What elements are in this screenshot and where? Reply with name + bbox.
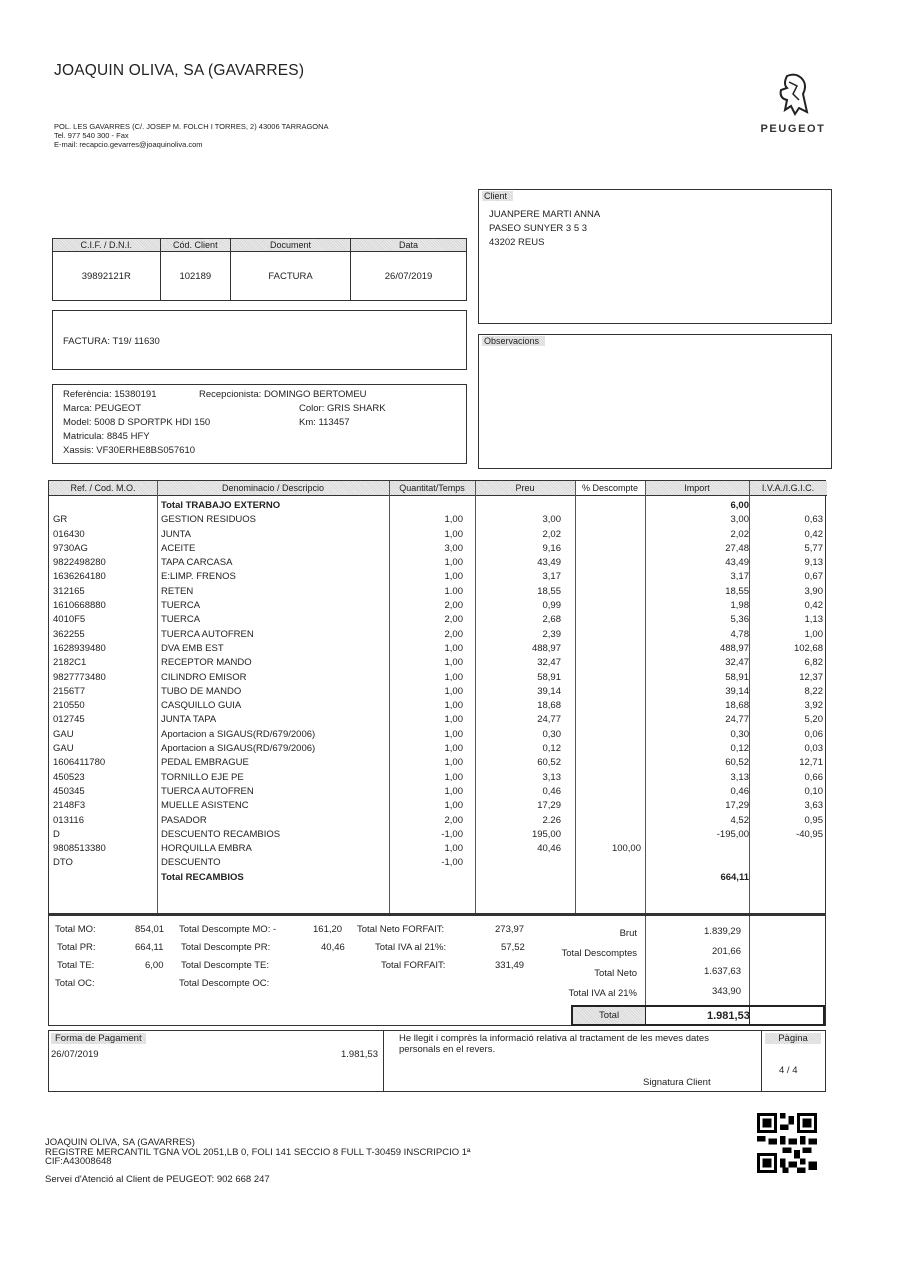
- client-code-value: 102189: [160, 252, 230, 301]
- cell-ref: 012745: [53, 714, 85, 726]
- table-row: [49, 785, 827, 799]
- cell-ref: 016430: [53, 528, 85, 540]
- company-contact: [54, 122, 329, 149]
- vehicle-reference: Referència: 15380191: [63, 389, 157, 400]
- total-pr-label: Total PR:: [57, 942, 96, 953]
- cell-ref: GAU: [53, 728, 74, 740]
- table-row: [49, 856, 827, 870]
- discount-pr-label: Total Descompte PR:: [181, 942, 271, 953]
- table-row: [49, 585, 827, 599]
- cell-quantity: 2,00: [444, 614, 463, 626]
- cell-description: TUERCA: [161, 614, 201, 626]
- cell-quantity: 1,00: [444, 728, 463, 740]
- cell-amount: 3,00: [730, 514, 749, 526]
- client-box: [478, 189, 832, 324]
- cell-ref: 1606411780: [53, 757, 106, 769]
- cif-value: 39892121R: [53, 252, 161, 301]
- brand-name: PEUGEOT: [760, 123, 826, 135]
- footer-service: Servei d'Atenció al Client de PEUGEOT: 902 668 247: [45, 1173, 270, 1185]
- total-vat-value: 343,90: [711, 986, 741, 997]
- table-row: [49, 842, 827, 856]
- cell-quantity: 3,00: [444, 542, 463, 554]
- cell-vat: 0,06: [804, 728, 823, 740]
- cell-quantity: 1,00: [444, 571, 463, 583]
- cell-description: RECEPTOR MANDO: [161, 657, 252, 669]
- cell-quantity: 1,00: [444, 657, 463, 669]
- client-street: PASEO SUNYER 3 5 3: [489, 223, 588, 234]
- cell-amount: 5,36: [730, 614, 749, 626]
- cell-price: 43,49: [537, 557, 561, 569]
- cell-price: 60,52: [537, 757, 561, 769]
- cell-price: 0,30: [542, 728, 561, 740]
- header-date: Data: [351, 239, 467, 252]
- cell-description: TUERCA AUTOFREN: [161, 628, 254, 640]
- table-row: [49, 742, 827, 756]
- cell-description: CILINDRO EMISOR: [161, 671, 247, 683]
- cell-vat: 3,92: [804, 700, 823, 712]
- cell-description: DVA EMB EST: [161, 642, 224, 654]
- table-row: [49, 599, 827, 613]
- table-row: [49, 628, 827, 642]
- cell-ref: 450523: [53, 771, 85, 783]
- cell-quantity: -1,00: [441, 857, 463, 869]
- cell-amount: 58,91: [725, 671, 749, 683]
- col-header-vat: I.V.A./I.G.I.C.: [749, 481, 827, 496]
- cell-description: GESTION RESIDUOS: [161, 514, 257, 526]
- net-total-label: Total Neto: [594, 968, 637, 979]
- cell-vat: 9,13: [804, 557, 823, 569]
- vehicle-color: Color: GRIS SHARK: [299, 403, 386, 414]
- cell-description: TORNILLO EJE PE: [161, 771, 244, 783]
- total-te-label: Total TE:: [57, 960, 95, 971]
- peugeot-lion-icon: [773, 72, 813, 116]
- discount-mo-value: 161,20: [313, 924, 343, 935]
- cell-amount: 6,00: [730, 500, 749, 511]
- cell-quantity: 1,00: [444, 685, 463, 697]
- cell-ref: 210550: [53, 700, 85, 712]
- cell-amount: 2,02: [730, 528, 749, 540]
- cell-vat: 0,10: [804, 785, 823, 797]
- cell-ref: 1636264180: [53, 571, 106, 583]
- cell-vat: 0,42: [804, 528, 823, 540]
- cell-discount: 100,00: [611, 843, 641, 855]
- table-row: [49, 713, 827, 727]
- cell-quantity: 2,00: [444, 600, 463, 612]
- grand-total-value: 1.981,53: [707, 1010, 750, 1022]
- invoice-number: FACTURA: T19/ 11630: [63, 336, 160, 347]
- cell-quantity: 1,00: [444, 843, 463, 855]
- page-number: 4 / 4: [779, 1065, 798, 1076]
- cell-quantity: 1,00: [444, 671, 463, 683]
- table-row: [49, 656, 827, 670]
- cell-amount: 18,55: [725, 585, 749, 597]
- discount-oc-label: Total Descompte OC:: [179, 978, 270, 989]
- cell-quantity: -1,00: [441, 828, 463, 840]
- cell-quantity: 1,00: [444, 800, 463, 812]
- cell-description: E:LIMP. FRENOS: [161, 571, 236, 583]
- total-mo-label: Total MO:: [55, 924, 96, 935]
- cell-price: 3,00: [542, 514, 561, 526]
- cell-amount: 488,97: [719, 642, 749, 654]
- cell-ref: D: [53, 828, 60, 840]
- cell-amount: 3,13: [730, 771, 749, 783]
- payment-label: Forma de Pagament: [51, 1033, 146, 1044]
- client-name: JUANPERE MARTI ANNA: [489, 209, 601, 220]
- totals-section: [48, 914, 826, 1026]
- vehicle-box: [52, 384, 467, 464]
- cell-quantity: 1,00: [444, 642, 463, 654]
- cell-vat: 0,67: [804, 571, 823, 583]
- cell-amount: 664,11: [720, 871, 749, 883]
- cell-ref: 2148F3: [53, 800, 86, 812]
- cell-ref: 2156T7: [53, 685, 86, 697]
- total-discounts-value: 201,66: [711, 946, 741, 957]
- cell-description: TUBO DE MANDO: [161, 685, 242, 697]
- cell-ref: 1610668880: [53, 600, 106, 612]
- cell-vat: 8,22: [804, 685, 823, 697]
- cell-price: 488,97: [531, 642, 561, 654]
- cell-description: MUELLE ASISTENC: [161, 800, 249, 812]
- cell-amount: 24,77: [725, 714, 749, 726]
- vat-forfait-label: Total IVA al 21%:: [375, 942, 447, 953]
- net-total-value: 1.637,63: [704, 966, 741, 977]
- cell-price: 195,00: [531, 828, 561, 840]
- payment-section: [48, 1030, 826, 1092]
- footer: [45, 1138, 471, 1184]
- cell-vat: 0,03: [804, 743, 823, 755]
- cell-description: JUNTA: [161, 528, 191, 540]
- cell-description: Total TRABAJO EXTERNO: [161, 500, 281, 511]
- cell-vat: 0,63: [804, 514, 823, 526]
- footer-registry: REGISTRE MERCANTIL TGNA VOL 2051,LB 0, FOLI 141 SECCIO 8 FULL T-30459 INSCRIPCIO 1ª: [45, 1146, 471, 1158]
- date-value: 26/07/2019: [351, 252, 467, 301]
- cell-amount: 43,49: [725, 557, 749, 569]
- cell-ref: GR: [53, 514, 68, 526]
- net-forfait-label: Total Neto FORFAIT:: [357, 924, 445, 935]
- cell-ref: 2182C1: [53, 657, 87, 669]
- cell-price: 0,12: [542, 743, 561, 755]
- col-header-quantity: Quantitat/Temps: [389, 481, 475, 496]
- cell-description: JUNTA TAPA: [161, 714, 217, 726]
- cell-amount: -195,00: [716, 828, 749, 840]
- cell-ref: 013116: [53, 814, 84, 826]
- cell-price: 17,29: [537, 800, 561, 812]
- header-document: Document: [231, 239, 351, 252]
- cell-quantity: 1,00: [444, 528, 463, 540]
- cell-description: RETEN: [161, 585, 194, 597]
- discount-te-label: Total Descompte TE:: [181, 960, 270, 971]
- payment-amount: 1.981,53: [341, 1049, 378, 1060]
- cell-amount: 17,29: [725, 800, 749, 812]
- cell-ref: 9808513380: [53, 843, 106, 855]
- net-forfait-value: 273,97: [495, 924, 525, 935]
- vehicle-km: Km: 113457: [299, 417, 350, 428]
- table-row: [49, 570, 827, 584]
- cell-description: TUERCA AUTOFREN: [161, 785, 254, 797]
- cell-amount: 0,12: [730, 743, 749, 755]
- col-header-ref: Ref. / Cod. M.O.: [49, 481, 157, 496]
- table-row: [49, 828, 827, 842]
- table-row: [49, 499, 827, 513]
- cell-price: 2.26: [542, 814, 561, 826]
- invoice-number-box: [52, 310, 467, 370]
- cell-vat: -40,95: [796, 828, 823, 840]
- vehicle-plate: Matricula: 8845 HFY: [63, 431, 150, 442]
- table-row: [49, 642, 827, 656]
- signature-label: Signatura Client: [643, 1077, 711, 1088]
- cell-description: Aportacion a SIGAUS(RD/679/2006): [161, 743, 316, 755]
- cell-amount: 39,14: [725, 685, 749, 697]
- cell-price: 3,17: [542, 571, 561, 583]
- client-label: Client: [482, 191, 513, 201]
- table-row: [49, 528, 827, 542]
- cell-ref: 362255: [53, 628, 85, 640]
- qr-code-icon: [757, 1113, 817, 1173]
- total-discounts-label: Total Descomptes: [561, 948, 637, 959]
- cell-ref: 4010F5: [53, 614, 86, 626]
- vehicle-receptionist: Recepcionista: DOMINGO BERTOMEU: [199, 389, 367, 400]
- cell-quantity: 1,00: [444, 514, 463, 526]
- cell-quantity: 1,00: [444, 743, 463, 755]
- table-row: [49, 728, 827, 742]
- grand-total-box: [571, 1005, 825, 1026]
- total-oc-label: Total OC:: [55, 978, 95, 989]
- cell-vat: 6,82: [804, 657, 823, 669]
- table-row: [49, 513, 827, 527]
- payment-date: 26/07/2019: [51, 1049, 99, 1060]
- discount-mo-label: Total Descompte MO: -: [179, 924, 277, 935]
- footer-cif: CIF:A43008648: [45, 1156, 112, 1167]
- cell-quantity: 1,00: [444, 714, 463, 726]
- cell-amount: 0,46: [730, 785, 749, 797]
- table-row: [49, 814, 827, 828]
- cell-price: 58,91: [537, 671, 561, 683]
- vehicle-brand: Marca: PEUGEOT: [63, 403, 142, 414]
- cell-description: CASQUILLO GUIA: [161, 700, 242, 712]
- page-label: Pàgina: [765, 1033, 821, 1044]
- cell-vat: 5,77: [804, 542, 823, 554]
- cell-amount: 3,17: [730, 571, 749, 583]
- vehicle-chassis: Xassis: VF30ERHE8BS057610: [63, 445, 196, 456]
- cell-quantity: 1,00: [444, 757, 463, 769]
- cell-description: PEDAL EMBRAGUE: [161, 757, 249, 769]
- gross-label: Brut: [619, 928, 637, 939]
- table-row: [49, 799, 827, 813]
- table-row: [49, 756, 827, 770]
- cell-vat: 3,63: [804, 800, 823, 812]
- cell-vat: 0,95: [804, 814, 823, 826]
- cell-description: TUERCA: [161, 600, 201, 612]
- gross-value: 1.839,29: [704, 926, 741, 937]
- cell-description: TAPA CARCASA: [161, 557, 233, 569]
- cell-price: 24,77: [537, 714, 561, 726]
- cell-description: Total RECAMBIOS: [161, 871, 244, 883]
- total-te-value: 6,00: [145, 960, 164, 971]
- cell-amount: 60,52: [725, 757, 749, 769]
- cell-quantity: 1,00: [444, 557, 463, 569]
- table-row: [49, 685, 827, 699]
- cell-amount: 27,48: [725, 542, 749, 554]
- cell-price: 32,47: [537, 657, 561, 669]
- total-pr-value: 664,11: [135, 942, 164, 953]
- table-row: [49, 871, 827, 885]
- cell-price: 39,14: [537, 685, 561, 697]
- discount-pr-value: 40,46: [321, 942, 345, 953]
- header-client-code: Cód. Client: [160, 239, 230, 252]
- col-header-description: Denominacio / Descripcio: [157, 481, 389, 496]
- company-name: JOAQUIN OLIVA, SA (GAVARRES): [54, 62, 305, 79]
- total-vat-label: Total IVA al 21%: [568, 988, 637, 999]
- cell-quantity: 1,00: [444, 771, 463, 783]
- observations-box: [478, 334, 832, 469]
- cell-price: 2,39: [542, 628, 561, 640]
- grand-total-label: Total: [599, 1010, 620, 1021]
- observations-label: Observacions: [482, 336, 545, 346]
- cell-price: 18,68: [537, 700, 561, 712]
- cell-amount: 0,30: [730, 728, 749, 740]
- cell-vat: 3,90: [804, 585, 823, 597]
- cell-price: 3,13: [542, 771, 561, 783]
- vat-forfait-value: 57,52: [501, 942, 525, 953]
- cell-amount: 4,52: [730, 814, 749, 826]
- document-value: FACTURA: [231, 252, 351, 301]
- cell-quantity: 2,00: [444, 628, 463, 640]
- client-city: 43202 REUS: [489, 237, 545, 248]
- document-id-table: [52, 238, 467, 301]
- col-header-discount: % Descompte: [575, 481, 645, 496]
- cell-vat: 102,68: [793, 642, 823, 654]
- cell-quantity: 2,00: [444, 814, 463, 826]
- table-row: [49, 671, 827, 685]
- cell-description: Aportacion a SIGAUS(RD/679/2006): [161, 728, 316, 740]
- cell-price: 2,68: [542, 614, 561, 626]
- line-items-table: [48, 480, 826, 914]
- cell-ref: 312165: [53, 585, 85, 597]
- cell-price: 9,16: [542, 542, 561, 554]
- vehicle-model: Model: 5008 D SPORTPK HDI 150: [63, 417, 211, 428]
- company-phone: Tel. 977 540 300 - Fax: [54, 131, 129, 140]
- table-row: [49, 771, 827, 785]
- privacy-consent: He llegit i comprès la informació relativa al tractament de les meves dates personals en el revers.: [399, 1033, 709, 1055]
- line-items-rows: [49, 499, 827, 885]
- forfait-value: 331,49: [495, 960, 525, 971]
- cell-amount: 32,47: [725, 657, 749, 669]
- cell-description: DESCUENTO: [161, 857, 221, 869]
- cell-vat: 0,42: [804, 600, 823, 612]
- cell-ref: GAU: [53, 743, 74, 755]
- cell-ref: DTO: [53, 857, 73, 869]
- cell-quantity: 1,00: [444, 785, 463, 797]
- cell-description: PASADOR: [161, 814, 207, 826]
- total-mo-value: 854,01: [135, 924, 165, 935]
- cell-ref: 9827773480: [53, 671, 106, 683]
- cell-vat: 12,37: [799, 671, 823, 683]
- cell-description: DESCUENTO RECAMBIOS: [161, 828, 281, 840]
- company-address: POL. LES GAVARRES (C/. JOSEP M. FOLCH I TORRES, 2) 43006 TARRAGONA: [54, 122, 329, 131]
- cell-quantity: 1,00: [444, 700, 463, 712]
- table-row: [49, 542, 827, 556]
- company-email: E-mail: recapcio.gevarres@joaquinoliva.com: [54, 140, 203, 149]
- cell-vat: 1,13: [804, 614, 823, 626]
- table-row: [49, 699, 827, 713]
- cell-amount: 1,98: [730, 600, 749, 612]
- footer-company: JOAQUIN OLIVA, SA (GAVARRES): [45, 1137, 195, 1148]
- cell-ref: 450345: [53, 785, 85, 797]
- peugeot-logo: [748, 72, 838, 135]
- table-row: [49, 613, 827, 627]
- cell-price: 40,46: [537, 843, 561, 855]
- cell-vat: 12,71: [799, 757, 823, 769]
- header-cif: C.I.F. / D.N.I.: [53, 239, 161, 252]
- col-header-price: Preu: [475, 481, 575, 496]
- cell-ref: 9730AG: [53, 542, 88, 554]
- cell-vat: 1,00: [804, 628, 823, 640]
- cell-amount: 4,78: [730, 628, 749, 640]
- cell-quantity: 1.00: [444, 585, 463, 597]
- col-header-amount: Import: [645, 481, 749, 496]
- cell-amount: 18,68: [725, 700, 749, 712]
- cell-ref: 1628939480: [53, 642, 106, 654]
- cell-vat: 5,20: [804, 714, 823, 726]
- cell-price: 0,46: [542, 785, 561, 797]
- table-row: [49, 556, 827, 570]
- cell-description: HORQUILLA EMBRA: [161, 843, 252, 855]
- cell-price: 2,02: [542, 528, 561, 540]
- forfait-label: Total FORFAIT:: [381, 960, 446, 971]
- cell-ref: 9822498280: [53, 557, 106, 569]
- cell-vat: 0,66: [804, 771, 823, 783]
- cell-price: 0,99: [542, 600, 561, 612]
- cell-description: ACEITE: [161, 542, 196, 554]
- cell-price: 18,55: [537, 585, 561, 597]
